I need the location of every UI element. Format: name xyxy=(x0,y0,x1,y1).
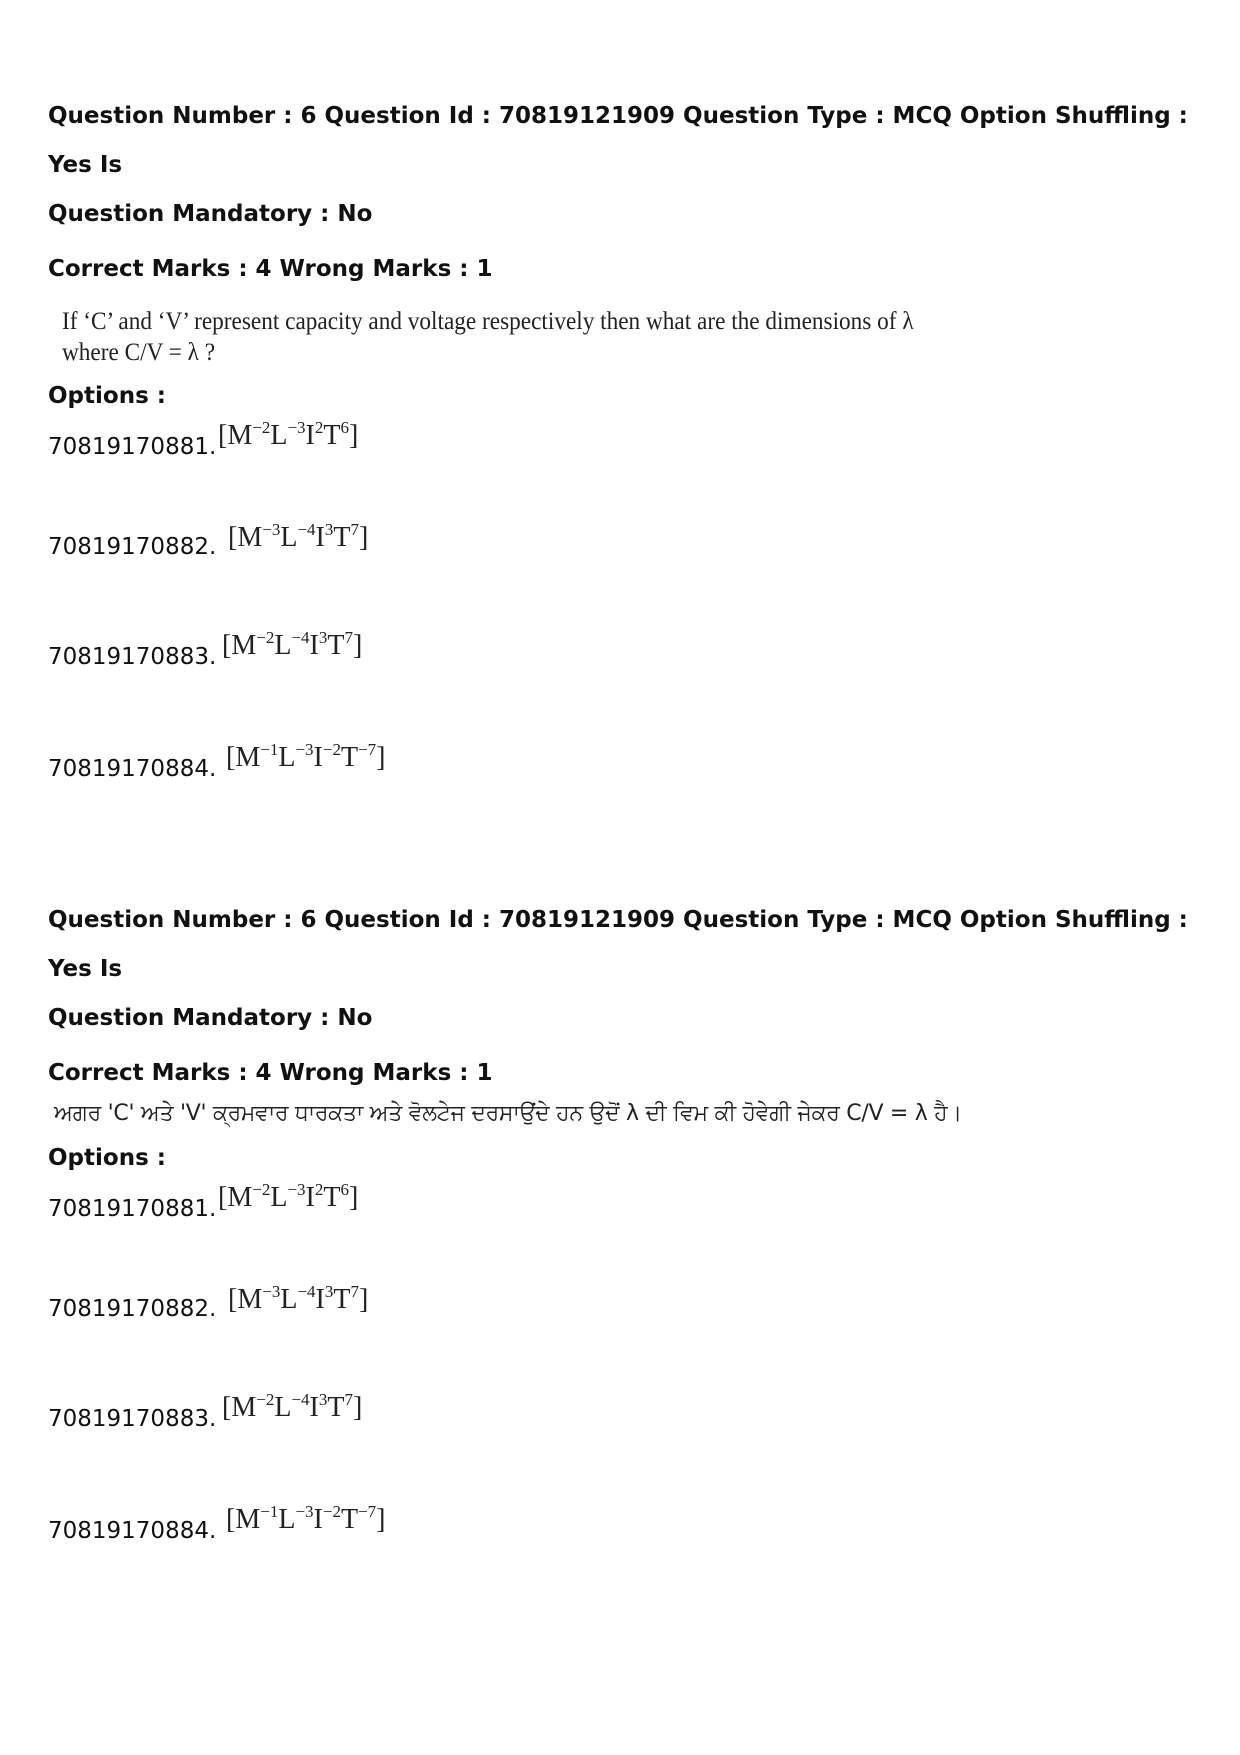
option-row xyxy=(48,1502,1208,1626)
question-meta-line-1: Question Number : 6 Question Id : 70819121909 Question Type : MCQ Option Shuffling : Yes Is xyxy=(48,907,1188,982)
option-row xyxy=(48,520,1208,640)
option-id: 70819170881. xyxy=(48,1196,217,1222)
option-id: 70819170882. xyxy=(48,1296,217,1322)
option-id: 70819170881. xyxy=(48,434,217,460)
option-row xyxy=(48,416,1208,528)
question-meta-line-2: Question Mandatory : No xyxy=(48,1005,373,1031)
option-formula: $[M^{-2}L^{-3}I^2T^6]$ xyxy=(218,1180,359,1213)
option-id: 70819170883. xyxy=(48,1406,217,1432)
option-id: 70819170883. xyxy=(48,644,217,670)
option-id: 70819170884. xyxy=(48,756,217,782)
options-label: Options : xyxy=(48,1145,166,1171)
option-row xyxy=(48,1390,1208,1514)
option-formula: $[M^{-1}L^{-3}I^{-2}T^{-7}]$ xyxy=(226,1502,386,1535)
question-text xyxy=(62,306,918,368)
option-formula: $[M^{-2}L^{-4}I^3T^7]$ xyxy=(222,628,363,661)
option-row xyxy=(48,740,1208,864)
option-row xyxy=(48,628,1208,752)
question-meta-line-1: Question Number : 6 Question Id : 70819121909 Question Type : MCQ Option Shuffling : Yes Is xyxy=(48,103,1188,178)
question-block-1 xyxy=(48,92,1208,864)
option-id: 70819170884. xyxy=(48,1518,217,1544)
question-text-line-1: ਅਗਰ 'C' ਅਤੇ 'V' ਕ੍ਰਮਵਾਰ ਧਾਰਕਤਾ ਅਤੇ ਵੋਲਟੇਜ ਦਰਸਾਉਂਦੇ ਹਨ ਉਦੋਂ λ ਦੀ ਵਿਮ ਕੀ ਹੋਵੇਗੀ ਜੇਕਰ C/V = λ ਹੈ। xyxy=(54,1101,962,1126)
question-block-2 xyxy=(48,896,1208,1626)
question-text xyxy=(54,1100,1054,1128)
option-row xyxy=(48,1282,1208,1402)
question-marks: Correct Marks : 4 Wrong Marks : 1 xyxy=(48,256,493,282)
question-marks: Correct Marks : 4 Wrong Marks : 1 xyxy=(48,1060,493,1086)
question-text-line-2: where C/V = λ ? xyxy=(62,339,216,366)
question-text-line-1: If ‘C’ and ‘V’ represent capacity and voltage respectively then what are the dimensions of λ xyxy=(62,308,914,335)
option-id: 70819170882. xyxy=(48,534,217,560)
option-formula: $[M^{-1}L^{-3}I^{-2}T^{-7}]$ xyxy=(226,740,386,773)
option-formula: $[M^{-3}L^{-4}I^3T^7]$ xyxy=(228,520,369,553)
option-formula: $[M^{-2}L^{-4}I^3T^7]$ xyxy=(222,1390,363,1423)
question-meta-line-2: Question Mandatory : No xyxy=(48,201,373,227)
option-formula: $[M^{-3}L^{-4}I^3T^7]$ xyxy=(228,1282,369,1315)
option-row xyxy=(48,1178,1208,1290)
options-label: Options : xyxy=(48,383,166,409)
option-formula: $[M^{-2}L^{-3}I^2T^6]$ xyxy=(218,418,359,451)
